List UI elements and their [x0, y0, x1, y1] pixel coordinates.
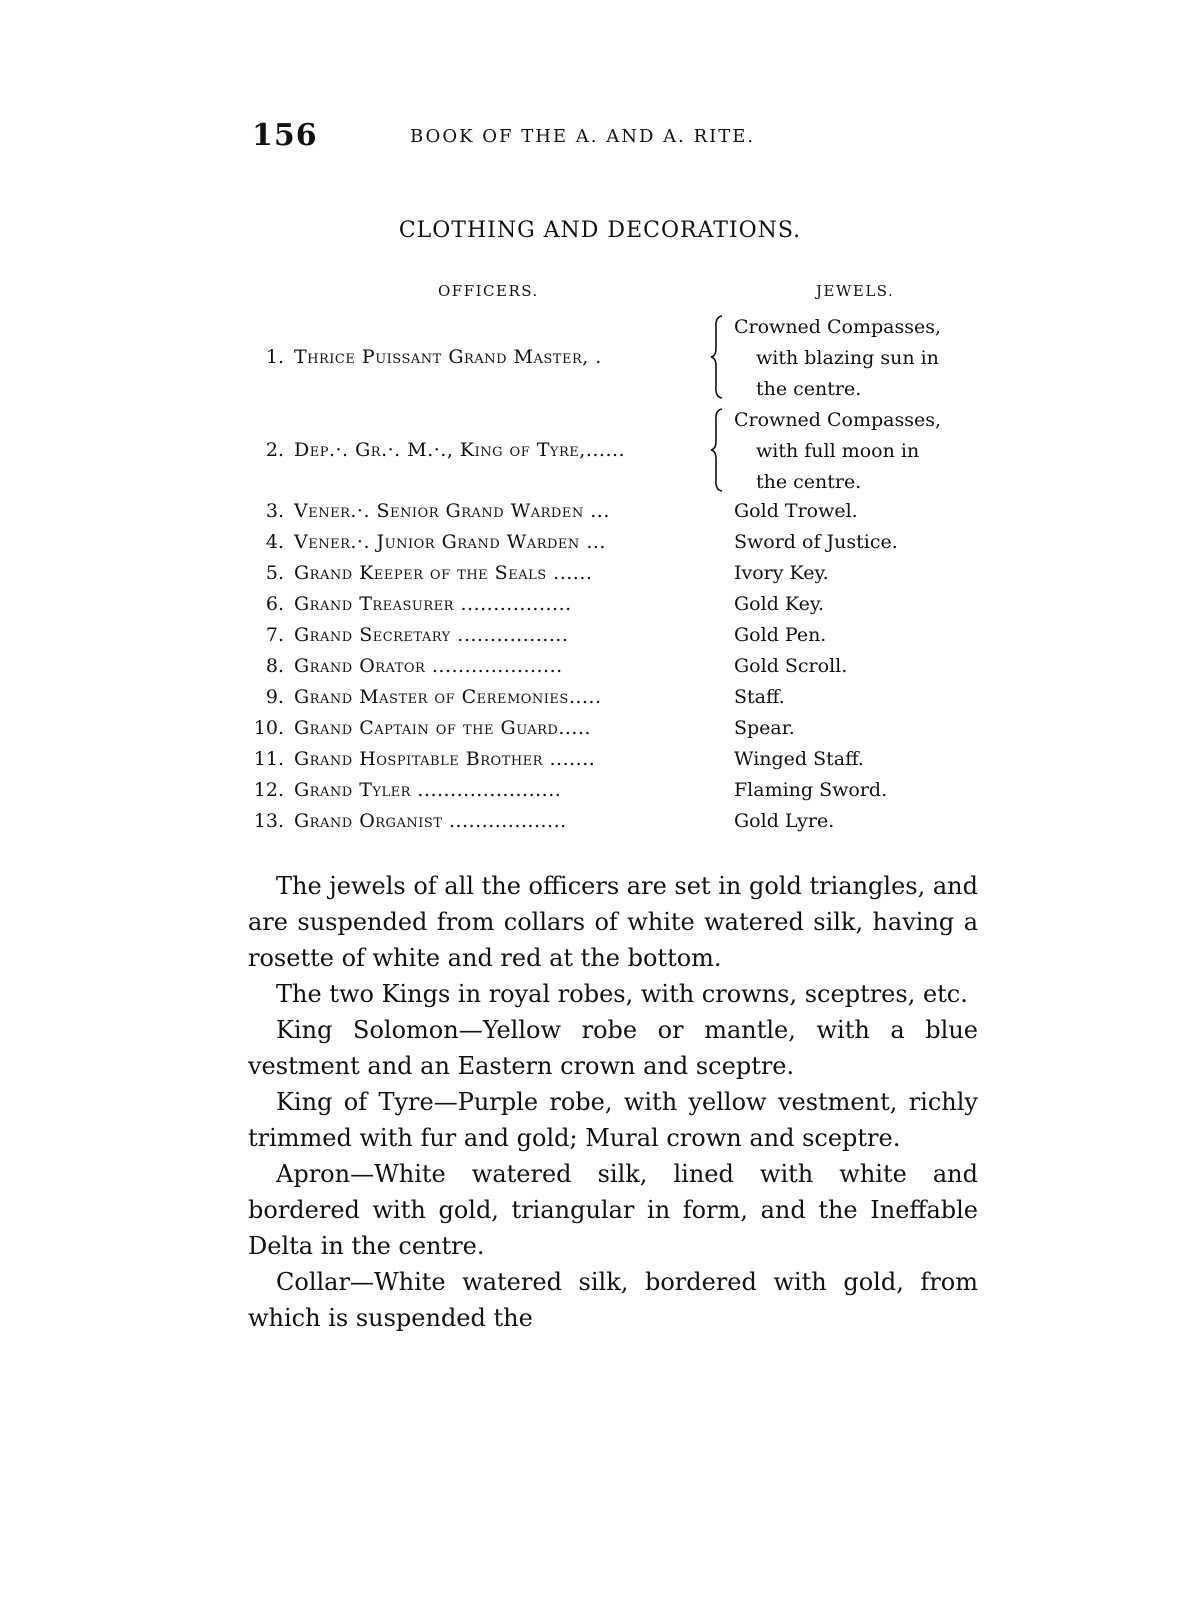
officer-title: Thrice Puissant Grand Master, .	[294, 346, 602, 368]
body-paragraph: King Solomon—Yellow robe or mantle, with a blue vestment and an Eastern crown and sceptre.	[248, 1016, 978, 1080]
section-title: CLOTHING AND DECORATIONS.	[398, 218, 802, 243]
curly-brace-icon	[710, 314, 724, 400]
jewel-name: Sword of Justice.	[734, 531, 898, 553]
officer-number: 12.	[253, 779, 284, 801]
jewel-line: Crowned Compasses,	[734, 316, 942, 338]
officer-title: Grand Captain of the Guard.....	[294, 717, 592, 739]
officer-number: 4.	[265, 531, 284, 553]
officer-number: 3.	[265, 500, 284, 522]
officer-row	[248, 591, 1008, 622]
officers-jewels-table	[248, 312, 1008, 839]
officer-number: 9.	[265, 686, 284, 708]
jewel-line: the centre.	[756, 471, 862, 493]
officer-title: Grand Treasurer .................	[294, 593, 572, 615]
officer-title: Grand Organist ..................	[294, 810, 567, 832]
curly-brace-icon	[710, 407, 724, 493]
officer-row	[248, 746, 1008, 777]
officer-title: Grand Orator ....................	[294, 655, 563, 677]
officer-row	[248, 312, 1008, 405]
body-paragraph: The two Kings in royal robes, with crowns, sceptres, etc.	[276, 980, 968, 1008]
officers-column-header: OFFICERS.	[438, 282, 539, 300]
jewel-description	[734, 405, 996, 498]
officer-row	[248, 808, 1008, 839]
officer-title: Grand Tyler ......................	[294, 779, 562, 801]
officer-title: Vener.·. Senior Grand Warden ...	[294, 500, 610, 522]
officer-title: Grand Keeper of the Seals ......	[294, 562, 593, 584]
jewel-name: Staff.	[734, 686, 785, 708]
jewel-name: Gold Pen.	[734, 624, 827, 646]
officer-number: 8.	[265, 655, 284, 677]
page-number: 156	[252, 118, 318, 153]
body-paragraph: The jewels of all the officers are set in gold triangles, and are suspended from collars of white watered silk, having a rosette of white and red at the bottom.	[248, 872, 978, 972]
jewel-line: the centre.	[756, 378, 862, 400]
officer-row	[248, 622, 1008, 653]
jewel-line: Crowned Compasses,	[734, 409, 942, 431]
jewel-name: Gold Lyre.	[734, 810, 835, 832]
jewel-name: Gold Trowel.	[734, 500, 858, 522]
body-paragraph: Apron—White watered silk, lined with white and bordered with gold, triangular in form, and the Ineffable Delta in the centre.	[248, 1160, 978, 1260]
officer-number: 1.	[265, 346, 284, 368]
officer-number: 7.	[265, 624, 284, 646]
officer-row	[248, 560, 1008, 591]
running-head	[252, 118, 832, 154]
jewel-name: Ivory Key.	[734, 562, 829, 584]
officer-title: Grand Hospitable Brother .......	[294, 748, 596, 770]
officer-title: Dep.·. Gr.·. M.·., King of Tyre,......	[294, 439, 626, 461]
officer-title: Grand Secretary .................	[294, 624, 569, 646]
jewel-name: Gold Scroll.	[734, 655, 848, 677]
officer-row	[248, 715, 1008, 746]
officer-row	[248, 498, 1008, 529]
officer-row	[248, 405, 1008, 498]
officer-row	[248, 777, 1008, 808]
jewels-column-header: JEWELS.	[816, 282, 895, 300]
book-title: BOOK OF THE A. AND A. RITE.	[410, 126, 756, 147]
officer-number: 10.	[253, 717, 284, 739]
jewel-description	[734, 312, 996, 405]
officer-number: 2.	[265, 439, 284, 461]
body-paragraph: Collar—White watered silk, bordered with gold, from which is suspended the	[248, 1268, 978, 1332]
officer-row	[248, 684, 1008, 715]
officer-number: 11.	[253, 748, 284, 770]
officer-title: Vener.·. Junior Grand Warden ...	[294, 531, 606, 553]
jewel-line: with full moon in	[756, 440, 920, 462]
jewel-line: with blazing sun in	[756, 347, 939, 369]
jewel-name: Flaming Sword.	[734, 779, 888, 801]
jewel-name: Spear.	[734, 717, 795, 739]
body-text	[248, 868, 978, 1336]
officer-number: 5.	[265, 562, 284, 584]
officer-title: Grand Master of Ceremonies.....	[294, 686, 602, 708]
jewel-name: Gold Key.	[734, 593, 825, 615]
officer-row	[248, 653, 1008, 684]
jewel-name: Winged Staff.	[734, 748, 864, 770]
officer-number: 13.	[253, 810, 284, 832]
officer-row	[248, 529, 1008, 560]
body-paragraph: King of Tyre—Purple robe, with yellow vestment, richly trimmed with fur and gold; Mural crown and sceptre.	[248, 1088, 978, 1152]
officer-number: 6.	[265, 593, 284, 615]
